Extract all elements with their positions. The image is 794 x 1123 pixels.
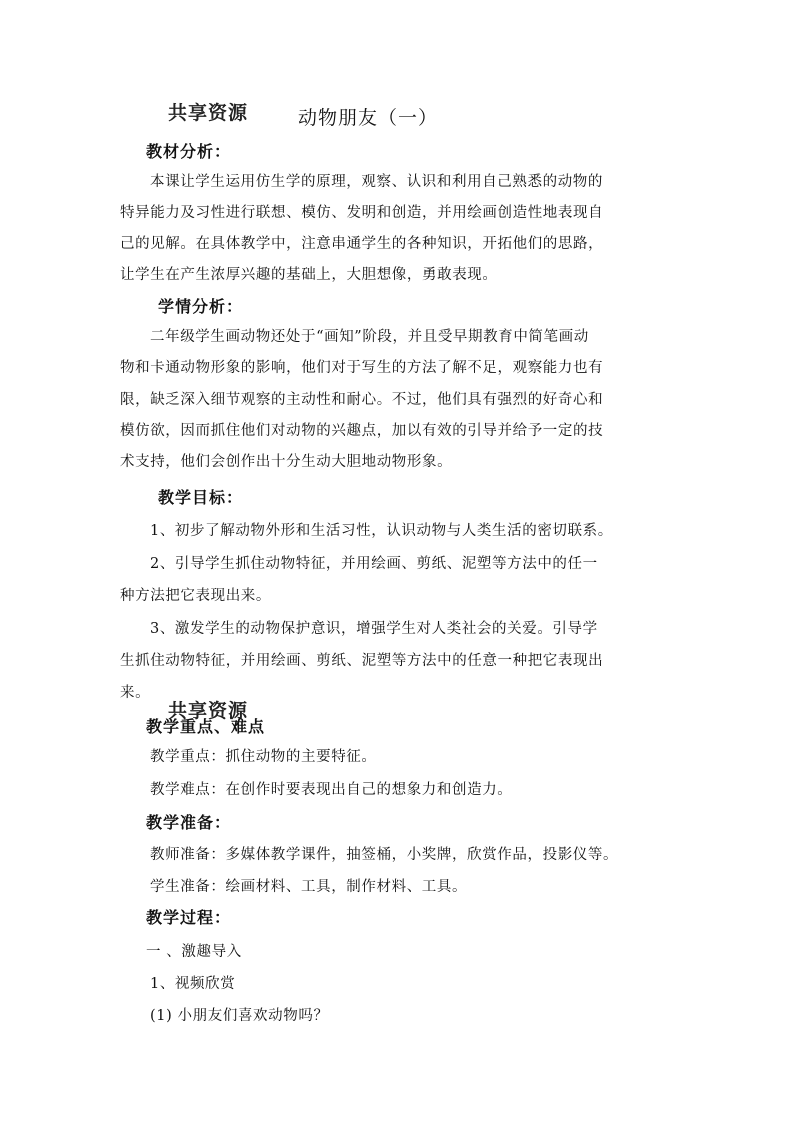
material-line-4: 让学生在产生浓厚兴趣的基础上，大胆想像，勇敢表现。 (120, 267, 498, 283)
goals-line-2: 2、引导学生抓住动物特征，并用绘画、剪纸、泥塑等方法中的任一 (150, 556, 598, 572)
students-line-1: 二年级学生画动物还处于“画知”阶段，并且受早期教育中简笔画动 (150, 329, 589, 345)
students-line-4: 模仿欲，因而抓住他们对动物的兴趣点，加以有效的引导并给予一定的技 (120, 423, 604, 439)
heading-teaching-goals: 教学目标： (158, 488, 244, 507)
heading-key-points: 教学重点、难点 (146, 717, 266, 736)
material-line-3: 己的见解。在具体教学中，注意串通学生的各种知识，开拓他们的思路， (120, 236, 604, 252)
heading-material-analysis: 教材分析： (146, 142, 232, 161)
process-line-2: 1、视频欣赏 (150, 976, 236, 992)
goals-line-1: 1、初步了解动物外形和生活习性，认识动物与人类生活的密切联系。 (150, 523, 613, 539)
keypoint-line-1: 教学重点：抓住动物的主要特征。 (150, 749, 377, 765)
watermark-middle: 共享资源 (168, 700, 249, 722)
watermark-top: 共享资源 (168, 102, 249, 124)
prep-line-1: 教师准备：多媒体教学课件，抽签桶，小奖牌，欣赏作品，投影仪等。 (150, 847, 619, 863)
goals-line-3: 种方法把它表现出来。 (120, 588, 271, 604)
goals-line-4: 3、激发学生的动物保护意识，增强学生对人类社会的关爱。引导学 (150, 621, 598, 637)
heading-student-analysis: 学情分析： (158, 297, 244, 316)
heading-process: 教学过程： (146, 908, 232, 927)
students-line-3: 限，缺乏深入细节观察的主动性和耐心。不过，他们具有强烈的好奇心和 (120, 392, 604, 408)
goals-line-5: 生抓住动物特征，并用绘画、剪纸、泥塑等方法中的任意一种把它表现出 (120, 653, 604, 669)
students-line-2: 物和卡通动物形象的影响，他们对于写生的方法了解不足，观察能力也有 (120, 360, 604, 376)
material-line-2: 特异能力及习性进行联想、模仿、发明和创造，并用绘画创造性地表现自 (120, 205, 604, 221)
material-line-1: 本课让学生运用仿生学的原理，观察、认识和利用自己熟悉的动物的 (150, 174, 603, 190)
process-line-3: (1) 小朋友们喜欢动物吗？ (150, 1008, 329, 1024)
page-title: 动物朋友（一） (298, 107, 439, 129)
process-line-1: 一 、激趣导入 (146, 944, 242, 960)
goals-line-6: 来。 (120, 685, 151, 701)
prep-line-2: 学生准备：绘画材料、工具，制作材料、工具。 (150, 879, 468, 895)
keypoint-line-2: 教学难点：在创作时要表现出自己的想象力和创造力。 (150, 782, 513, 798)
heading-preparation: 教学准备： (146, 813, 232, 832)
students-line-5: 术支持，他们会创作出十分生动大胆地动物形象。 (120, 454, 453, 470)
